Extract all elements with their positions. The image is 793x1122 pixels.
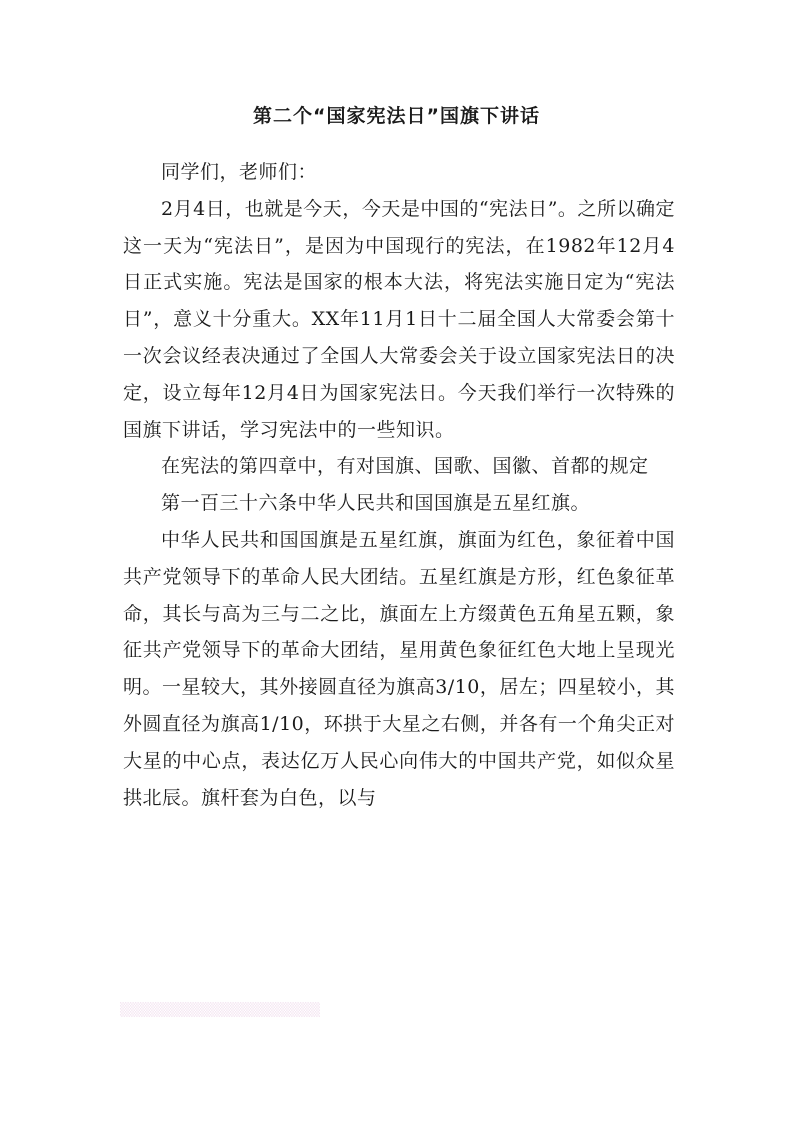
document-body xyxy=(123,154,675,816)
body-paragraph: 在宪法的第四章中，有对国旗、国歌、国徽、首都的规定 xyxy=(161,455,649,478)
document-title: 第二个“国家宪法日”国旗下讲话 xyxy=(253,105,540,127)
body-paragraph: 中华人民共和国国旗是五星红旗，旗面为红色，象征着中国共产党领导下的革命人民大团结。五星红旗是方形，红色象征革命，其长与高为三与二之比，旗面左上方缀黄色五角星五颗，象征共产党领导下的革命大团结，星用黄色象征红色大地上呈现光明。一星较大，其外接圆直径为旗高3/10，居左；四星较小，其外圆直径为旗高1/10，环拱于大星之右侧，并各有一个角尖正对大星的中心点，表达亿万人民心向伟大的中国共产党，如似众星拱北辰。旗杆套为白色，以与 xyxy=(123,528,675,809)
faint-watermark: ▒▒▒▒▒▒▒▒▒▒▒▒▒▒▒▒▒▒▒▒ xyxy=(120,1003,320,1018)
greeting-paragraph: 同学们，老师们： xyxy=(161,161,318,183)
body-paragraph: 第一百三十六条中华人民共和国国旗是五星红旗。 xyxy=(161,492,591,515)
body-paragraph: 2月4日，也就是今天，今天是中国的“宪法日”。之所以确定这一天为“宪法日”，是因为中国现行的宪法，在1982年12月4日正式实施。宪法是国家的根本大法，将宪法实施日定为“宪法日”，意义十分重大。XX年11月1日十二届全国人大常委会第十一次会议经表决通过了全国人大常委会关于设立国家宪法日的决定，设立每年12月4日为国家宪法日。今天我们举行一次特殊的国旗下讲话，学习宪法中的一些知识。 xyxy=(123,197,675,441)
